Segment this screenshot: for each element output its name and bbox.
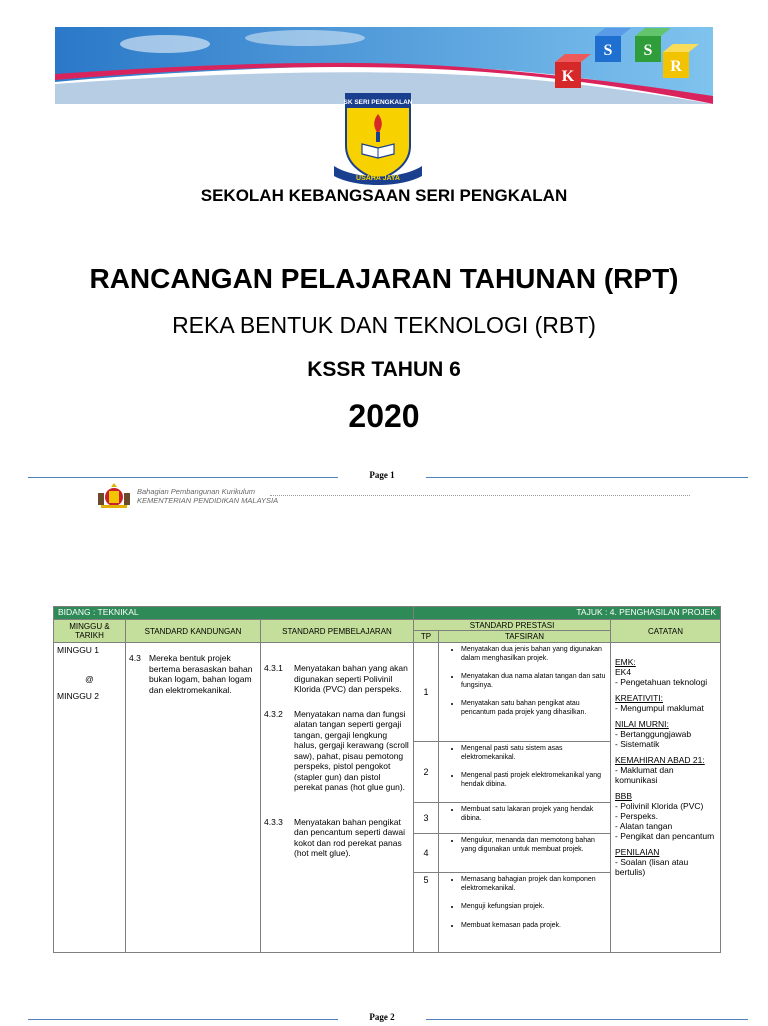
malaysia-coat-of-arms-icon [95, 481, 133, 509]
tafsiran-tp-2 [439, 742, 611, 803]
catatan-cell [611, 643, 721, 953]
table-band-row [54, 607, 721, 620]
catatan-heading-nilai-murni: NILAI MURNI: [615, 719, 669, 729]
catatan-line: - Pengikat dan pencantum [615, 831, 715, 841]
tafsiran-item: • Menyatakan satu bahan pengikat atau pencantum pada projek yang dihasilkan. [461, 700, 606, 717]
pembelajaran-text-1: Menyatakan bahan yang akan digunakan seperti Polivinil Klorida (PVC) dan perspeks. [294, 663, 408, 694]
col-header-catatan: CATATAN [611, 620, 721, 643]
pembelajaran-text-2: Menyatakan nama dan fungsi alatan tangan seperti gergaji tangan, gergaji lengkung halus, gergaji kerawang (scroll saw), pahat, pisau pemotong perspeks, pistol pengokot (stapler gun) dan pistol perekat panas (hot glue gun). [294, 708, 409, 792]
tafsiran-item: • Mengenal pasti projek elektromekanikal yang hendak dibina. [461, 772, 606, 789]
dotted-rule [270, 495, 690, 496]
tafsiran-tp-3 [439, 803, 611, 834]
catatan-line: - Alatan tangan [615, 821, 673, 831]
catatan-line: - Bertanggungjawab [615, 729, 692, 739]
tafsiran-item: • Membuat kemasan pada projek. [461, 922, 606, 931]
tafsiran-item: • Menyatakan dua jenis bahan yang digunakan dalam menghasilkan projek. [461, 646, 606, 663]
catatan-heading-kreativiti: KREATIVITI: [615, 693, 664, 703]
minggu-cell [54, 643, 126, 953]
kpm-line-2: KEMENTERIAN PENDIDIKAN MALAYSIA [137, 496, 279, 505]
catatan-line: EK4 [615, 667, 632, 677]
separator-line [426, 477, 748, 478]
tajuk-cell: TAJUK : 4. PENGHASILAN PROJEK [414, 607, 721, 620]
kandungan-cell [126, 643, 261, 953]
tafsiran-tp-4 [439, 834, 611, 873]
kandungan-text: Mereka bentuk projek bertema berasaskan bahan bukan logam, bahan logam dan elektromekanikal. [149, 653, 253, 695]
col-header-tp: TP [414, 631, 439, 643]
tp-3: 3 [414, 803, 439, 834]
bidang-cell: BIDANG : TEKNIKAL [54, 607, 414, 620]
tafsiran-item: • Menguji kefungsian projek. [461, 903, 606, 912]
separator-line [426, 1019, 748, 1020]
pembelajaran-code-2: 4.3.2 [264, 708, 283, 719]
catatan-line: - Polivinil Klorida (PVC) [615, 801, 704, 811]
catatan-heading-penilaian: PENILAIAN [615, 847, 660, 857]
catatan-line: - Mengumpul maklumat [615, 703, 704, 713]
col-header-kandungan: STANDARD KANDUNGAN [126, 620, 261, 643]
kandungan-code: 4.3 [129, 653, 141, 663]
tafsiran-item: • Memasang bahagian projek dan komponen elektromekanikal. [461, 876, 606, 893]
catatan-line: - Maklumat dan komunikasi [615, 765, 674, 785]
catatan-line: - Sistematik [615, 739, 660, 749]
minggu-separator: @ [85, 674, 94, 684]
minggu-end: MINGGU 2 [57, 691, 100, 701]
pembelajaran-code-1: 4.3.1 [264, 663, 283, 673]
pembelajaran-cell [261, 643, 414, 953]
col-header-tafsiran: TAFSIRAN [439, 631, 611, 643]
col-header-minggu: MINGGU & TARIKH [54, 620, 126, 643]
cube-letter-s2: S [643, 42, 653, 59]
school-crest [328, 88, 428, 188]
tp-2: 2 [414, 742, 439, 803]
catatan-line: - Pengetahuan teknologi [615, 677, 708, 687]
crest-school-name: SK SERI PENGKALAN [343, 99, 413, 106]
document-title: RANCANGAN PELAJARAN TAHUNAN (RPT) [89, 263, 679, 294]
tafsiran-tp-5 [439, 873, 611, 953]
catatan-heading-emk: EMK: [615, 657, 636, 667]
school-name: SEKOLAH KEBANGSAAN SERI PENGKALAN [200, 186, 568, 205]
tp-4: 4 [414, 834, 439, 873]
catatan-line: - Soalan (lisan atau bertulis) [615, 857, 689, 877]
catatan-heading-abad-21: KEMAHIRAN ABAD 21: [615, 755, 705, 765]
col-header-pembelajaran: STANDARD PEMBELAJARAN [261, 620, 414, 643]
col-header-prestasi: STANDARD PRESTASI [414, 620, 611, 631]
tp-5: 5 [414, 873, 439, 953]
kpm-text [137, 487, 278, 505]
catatan-heading-bbb: BBB [615, 791, 633, 801]
catatan-line: - Perspeks. [615, 811, 658, 821]
kpm-line-1: Bahagian Pembangunan Kurikulum [137, 487, 255, 496]
cube-letter-r: R [670, 58, 682, 75]
document-year: 2020 [348, 398, 420, 434]
page-1-label: Page 1 [369, 470, 395, 480]
tp-1: 1 [414, 643, 439, 742]
tafsiran-item: • Mengenal pasti satu sistem asas elektromekanikal. [461, 745, 606, 762]
tafsiran-item: • Membuat satu lakaran projek yang hendak dibina. [461, 806, 606, 823]
table-header-row [54, 620, 721, 631]
minggu-start: MINGGU 1 [57, 645, 100, 655]
year-title: KSSR TAHUN 6 [307, 358, 461, 381]
kpm-footer-banner [95, 481, 675, 509]
cube-letter-k: K [561, 68, 575, 85]
tafsiran-item: • Menyatakan dua nama alatan tangan dan satu fungsinya. [461, 673, 606, 690]
crest-motto: USAHA JAYA [356, 175, 400, 182]
pembelajaran-text-3: Menyatakan bahan pengikat dan pencantum seperti dawai kokot dan rod perekat panas (hot melt glue). [294, 816, 406, 858]
pembelajaran-code-3: 4.3.3 [264, 816, 283, 827]
table-row [54, 643, 721, 742]
rpt-table [53, 606, 721, 953]
page-2-label: Page 2 [369, 1012, 395, 1022]
separator-line [28, 477, 338, 478]
cube-letter-s1: S [603, 42, 613, 59]
subject-title: REKA BENTUK DAN TEKNOLOGI (RBT) [172, 312, 596, 338]
separator-line [28, 1019, 338, 1020]
tafsiran-tp-1 [439, 643, 611, 742]
tafsiran-item: • Mengukur, menanda dan memotong bahan yang digunakan untuk membuat projek. [461, 837, 606, 854]
